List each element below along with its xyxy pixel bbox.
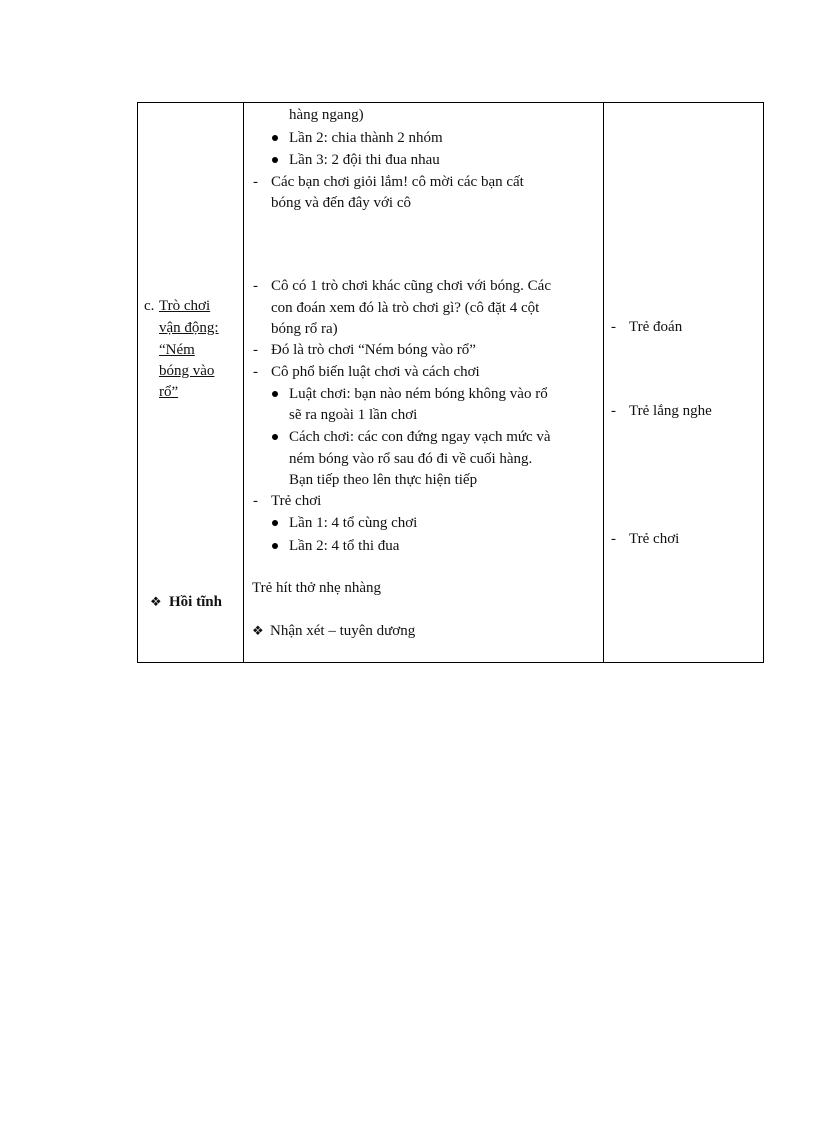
response-play: Trẻ chơi <box>629 531 680 547</box>
dash-marker: - <box>611 403 616 419</box>
response-listen: Trẻ lắng nghe <box>629 403 712 419</box>
review-diamond-icon: ❖ <box>252 623 264 638</box>
game-title-line-1: Trò chơi <box>159 298 211 314</box>
dash-marker: - <box>611 531 616 547</box>
praise-line-2: bóng và đến đây với cô <box>271 195 411 211</box>
rules-intro: Cô phổ biến luật chơi và cách chơi <box>271 364 480 380</box>
dash-marker: - <box>253 493 258 509</box>
dash-marker: - <box>253 278 258 294</box>
game-title-line-4: bóng vào <box>159 363 215 379</box>
response-guess: Trẻ đoán <box>629 319 683 335</box>
bullet-icon <box>272 520 278 526</box>
intro-bullet-1: Lần 2: chia thành 2 nhóm <box>289 130 443 146</box>
game-intro-line-1: Cô có 1 trò chơi khác cũng chơi với bóng. Các <box>271 278 551 294</box>
game-title-line-3: “Ném <box>159 342 195 358</box>
howto-line-3: Bạn tiếp theo lên thực hiện tiếp <box>289 472 478 488</box>
dash-marker: - <box>253 364 258 380</box>
column-divider-1 <box>243 103 244 662</box>
breathing-line: Trẻ hít thở nhẹ nhàng <box>252 580 382 596</box>
bullet-icon <box>272 157 278 163</box>
round-bullet-1: Lần 1: 4 tổ cùng chơi <box>289 515 418 531</box>
game-prefix: c. <box>144 298 155 314</box>
game-title-line-2: vận động: <box>159 320 219 336</box>
children-play: Trẻ chơi <box>271 493 322 509</box>
round-bullet-2: Lần 2: 4 tổ thi đua <box>289 538 400 554</box>
bullet-icon <box>272 391 278 397</box>
rule-line-1: Luật chơi: bạn nào ném bóng không vào rổ <box>289 386 548 402</box>
game-title-line-5: rổ” <box>159 384 179 400</box>
relax-title: Hồi tĩnh <box>169 594 222 610</box>
intro-line: hàng ngang) <box>289 107 364 123</box>
game-intro-line-3: bóng rổ ra) <box>271 321 338 337</box>
review-line: Nhận xét – tuyên dương <box>270 623 416 639</box>
praise-line-1: Các bạn chơi giỏi lắm! cô mời các bạn cất <box>271 174 524 190</box>
howto-line-1: Cách chơi: các con đứng ngay vạch mức và <box>289 429 551 445</box>
intro-bullet-2: Lần 3: 2 đội thi đua nhau <box>289 152 440 168</box>
lesson-table <box>137 102 764 663</box>
rule-line-2: sẽ ra ngoài 1 lần chơi <box>289 407 418 423</box>
game-name-line: Đó là trò chơi “Ném bóng vào rổ” <box>271 342 476 358</box>
dash-marker: - <box>253 342 258 358</box>
dash-marker: - <box>253 174 258 190</box>
howto-line-2: ném bóng vào rổ sau đó đi về cuối hàng. <box>289 451 533 467</box>
bullet-icon <box>272 434 278 440</box>
bullet-icon <box>272 543 278 549</box>
bullet-icon <box>272 135 278 141</box>
dash-marker: - <box>611 319 616 335</box>
game-intro-line-2: con đoán xem đó là trò chơi gì? (cô đặt 4 cột <box>271 300 540 316</box>
relax-diamond-icon: ❖ <box>150 594 162 609</box>
column-divider-2 <box>603 103 604 662</box>
